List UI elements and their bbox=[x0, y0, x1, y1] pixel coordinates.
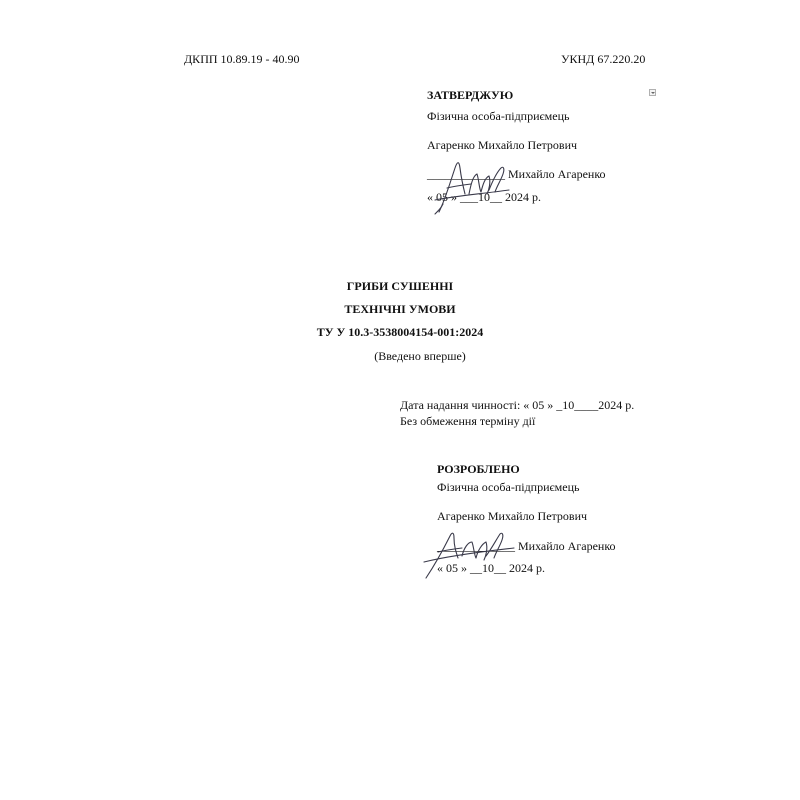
approval-role: Фізична особа-підприємець bbox=[427, 109, 570, 123]
developed-role: Фізична особа-підприємець bbox=[437, 480, 580, 494]
approval-signature-icon bbox=[425, 150, 525, 220]
uknd-code: УКНД 67.220.20 bbox=[561, 52, 646, 66]
validity-date-line: Дата надання чинності: « 05 » _10____2024 р. bbox=[400, 398, 635, 412]
validity-term-line: Без обмеження терміну дії bbox=[400, 414, 536, 428]
title-line-1: ГРИБИ СУШЕННІ bbox=[346, 279, 454, 293]
title-line-3: ТУ У 10.3-3538004154-001:2024 bbox=[316, 325, 484, 339]
developed-date-line: « 05 » __10__ 2024 р. bbox=[437, 561, 545, 575]
collapse-arrow-icon[interactable] bbox=[649, 89, 656, 96]
approval-signature-line: _____________ Михайло Агаренко bbox=[427, 167, 606, 181]
title-line-2: ТЕХНІЧНІ УМОВИ bbox=[344, 302, 456, 316]
developed-full-name: Агаренко Михайло Петрович bbox=[437, 509, 588, 523]
developed-signature-line: _____________ Михайло Агаренко bbox=[437, 539, 616, 553]
title-note: (Введено вперше) bbox=[374, 349, 466, 363]
approval-heading: ЗАТВЕРДЖУЮ bbox=[427, 88, 514, 102]
approval-date-line: « 05 » ___10__ 2024 р. bbox=[427, 190, 541, 204]
developed-heading: РОЗРОБЛЕНО bbox=[437, 462, 520, 476]
dkpp-code: ДКПП 10.89.19 - 40.90 bbox=[184, 52, 300, 66]
approval-full-name: Агаренко Михайло Петрович bbox=[427, 138, 578, 152]
